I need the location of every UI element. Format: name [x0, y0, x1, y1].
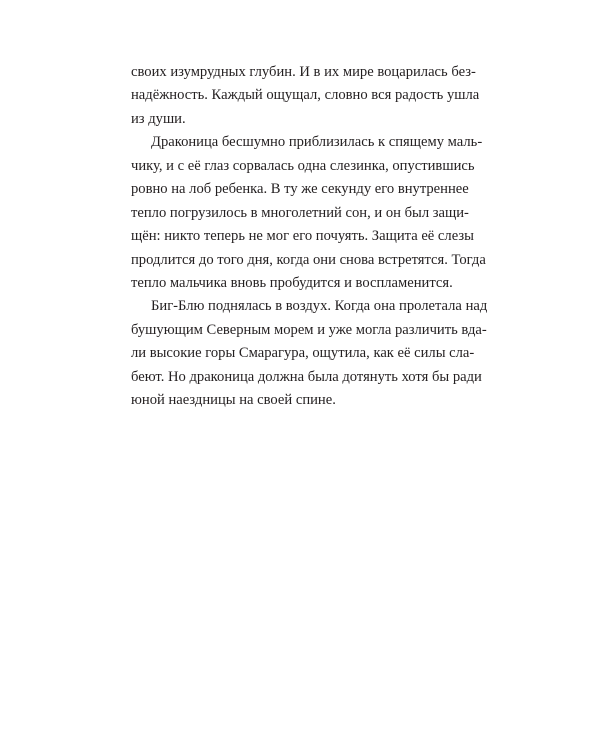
text-line: Биг-Блю поднялась в воздух. Когда она пролетала над: [151, 298, 488, 315]
text-line: надёжность. Каждый ощущал, словно вся радость ушла: [131, 87, 480, 104]
body-text: [131, 61, 488, 413]
text-line: юной наездницы на своей спине.: [131, 392, 336, 409]
text-line: из души.: [131, 110, 186, 127]
text-line: ровно на лоб ребенка. В ту же секунду его внутреннее: [131, 181, 469, 198]
paragraph-1: [131, 61, 480, 131]
text-line: ли высокие горы Смарагура, ощутила, как её силы сла-: [131, 345, 475, 362]
text-line: беют. Но драконица должна была дотянуть хотя бы ради: [131, 368, 482, 385]
text-line: своих изумрудных глубин. И в их мире воцарилась без-: [131, 64, 476, 80]
text-line: продлится до того дня, когда они снова встретятся. Тогда: [131, 251, 486, 268]
text-line: Драконица бесшумно приблизилась к спящему маль-: [151, 134, 483, 151]
text-line: тепло погрузилось в многолетний сон, и он был защи-: [131, 204, 469, 221]
text-line: тепло мальчика вновь пробудится и воспламенится.: [131, 274, 453, 291]
paragraph-2: [131, 131, 486, 295]
text-line: щён: никто теперь не мог его почуять. Защита её слезы: [131, 228, 474, 245]
text-line: бушующим Северным морем и уже могла различить вда-: [131, 321, 487, 338]
text-line: чику, и с её глаз сорвалась одна слезинка, опустившись: [131, 157, 475, 174]
paragraph-3: [131, 295, 488, 412]
